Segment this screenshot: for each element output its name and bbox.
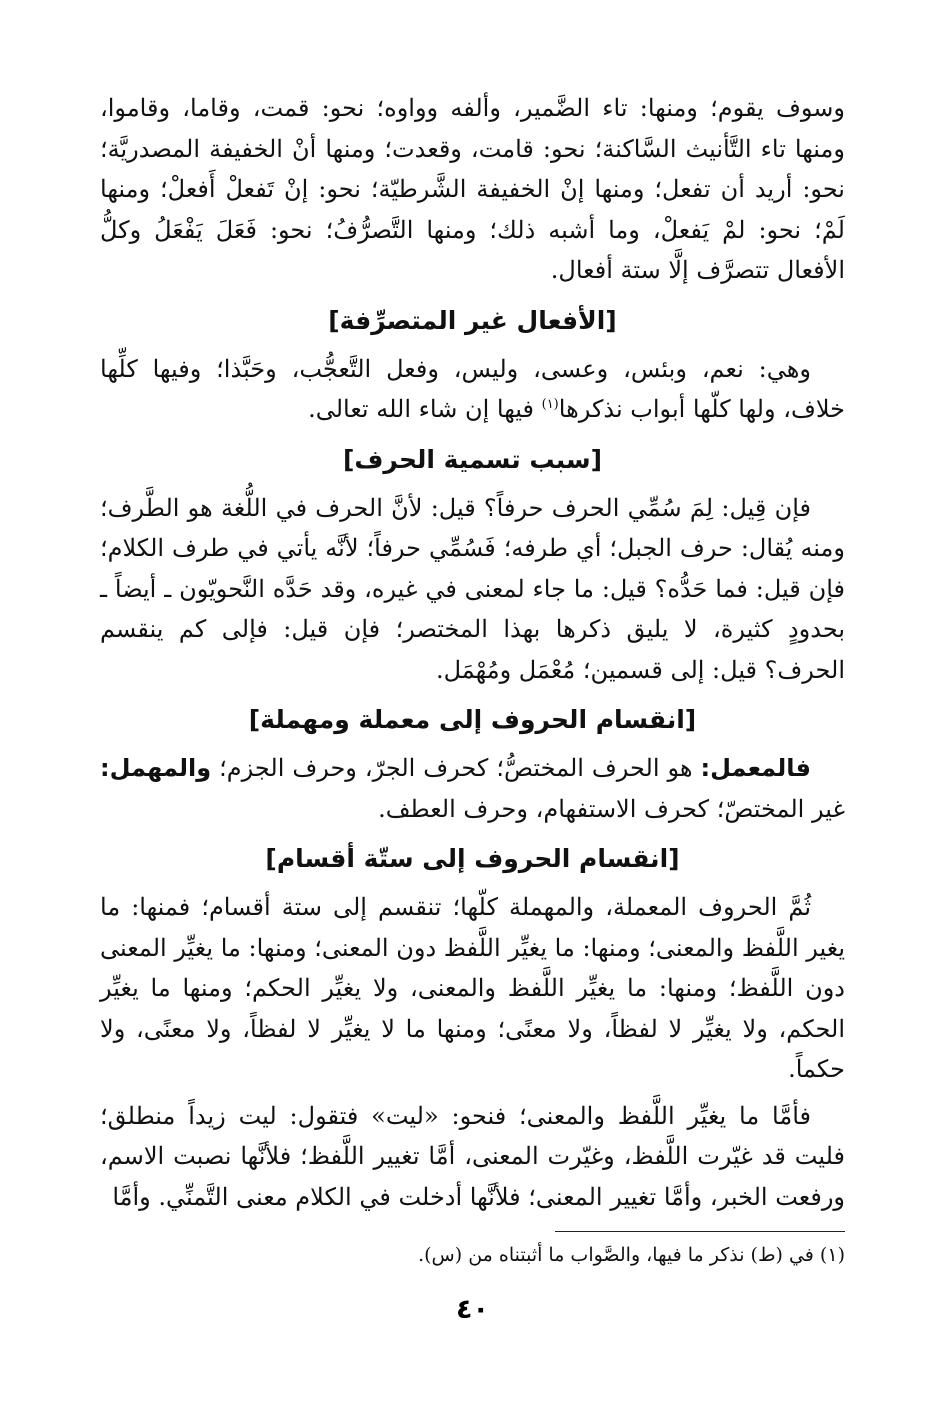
term-operative: فالمعمل: <box>700 754 811 782</box>
paragraph-six-divisions: ثُمَّ الحروف المعملة، والمهملة كلّها؛ تنقسم إلى ستة أقسام؛ فمنها: ما يغير اللَّفظ والمعنى؛ ومنها: ما يغيِّر اللَّفظ دون المعنى؛ ومنها: ما يغيِّر المعنى دون اللَّفظ؛ ومنها: ما يغيِّر اللَّفظ والمعنى، ولا يغيِّر الحكم؛ ومنها ما يغيِّر الحكم، ولا يغيِّر لا لفظاً، ولا معنًى؛ ومنها ما لا يغيِّر لا لفظاً، ولا معنًى، ولا حكماً. <box>100 893 845 1083</box>
footnote-reference: (١) <box>541 397 559 412</box>
paragraph-non-declinable-verbs <box>100 349 845 430</box>
section-heading-six-divisions: [انقسام الحروف إلى ستّة أقسام] <box>265 844 680 873</box>
paragraph-text-end: فيها إن شاء الله تعالى. <box>308 395 542 423</box>
term-inoperative: والمهمل: <box>100 754 212 782</box>
section-heading-naming-reason: [سبب تسمية الحرف] <box>342 444 603 474</box>
definition-operative: هو الحرف المختصُّ؛ كحرف الجرّ، وحرف الجزم؛ <box>211 754 701 782</box>
paragraph-operative-inoperative <box>100 748 845 829</box>
paragraph-text: وهي: نعم، وبئس، وعسى، وليس، وفعل التَّعجُّب، وحَبَّذا؛ وفيها كلِّها خلاف، ولها كلّها أبواب نذكرها <box>100 354 845 423</box>
paragraph-layta-example: فأمَّا ما يغيِّر اللَّفظ والمعنى؛ فنحو: «ليت» فتقول: ليت زيداً منطلق؛ فليت قد غيّرت اللَّفظ، وغيّرت المعنى، أمَّا تغيير اللَّفظ؛ فلأنَّها نصبت الاسم، ورفعت الخبر، وأمَّا تغيير المعنى؛ فلأنَّها أدخلت في الكلام معنى التَّمنِّي. وأمَّا <box>100 1101 845 1211</box>
footnote-separator <box>555 1231 845 1232</box>
section-heading-non-declinable-verbs: [الأفعال غير المتصرِّفة] <box>328 305 617 335</box>
section-heading-operative-inoperative: [انقسام الحروف إلى معملة ومهملة] <box>248 705 697 734</box>
paragraph-continuation: وسوف يقوم؛ ومنها: تاء الضَّمير، وألفه وواوه؛ نحو: قمت، وقاما، وقاموا، ومنها تاء التَّأنيث السَّاكنة؛ نحو: قامت، وقعدت؛ ومنها أنْ الخفيفة المصدريَّة؛ نحو: أريد أن تفعل؛ ومنها إنْ الخفيفة الشَّرطيّة؛ نحو: إنْ تَفعلْ أَفعلْ؛ ومنها لَمْ؛ نحو: لمْ يَفعلْ، وما أشبه ذلك؛ ومنها التَّصرُّفُ؛ نحو: فَعَلَ يَفْعَلُ وكلُّ الأفعال تتصرَّف إلَّا ستة أفعال. <box>100 94 845 284</box>
page-number: ٤٠ <box>456 1294 489 1325</box>
definition-inoperative: غير المختصّ؛ كحرف الاستفهام، وحرف العطف. <box>378 794 845 823</box>
paragraph-naming-reason: فإن قِيل: لِمَ سُمِّي الحرف حرفاً؟ قيل: لأنَّ الحرف في اللُّغة هو الطَّرف؛ ومنه يُقال: حرف الجبل؛ أي طرفه؛ فَسُمِّي حرفاً؛ لأنَّه يأتي في طرف الكلام؛ فإن قيل: فما حَدُّه؟ قيل: ما جاء لمعنى في غيره، وقد حَدَّه النَّحويّون ـ أيضاً ـ بحدودٍ كثيرة، لا يليق ذكرها بهذا المختصر؛ فإن قيل: فإلى كم ينقسم الحرف؟ قيل: إلى قسمين؛ مُعْمَل ومُهْمَل. <box>100 493 845 684</box>
footnote: (١) في (ط) نذكر ما فيها، والصَّواب ما أثبتناه من (س). <box>418 1244 845 1266</box>
